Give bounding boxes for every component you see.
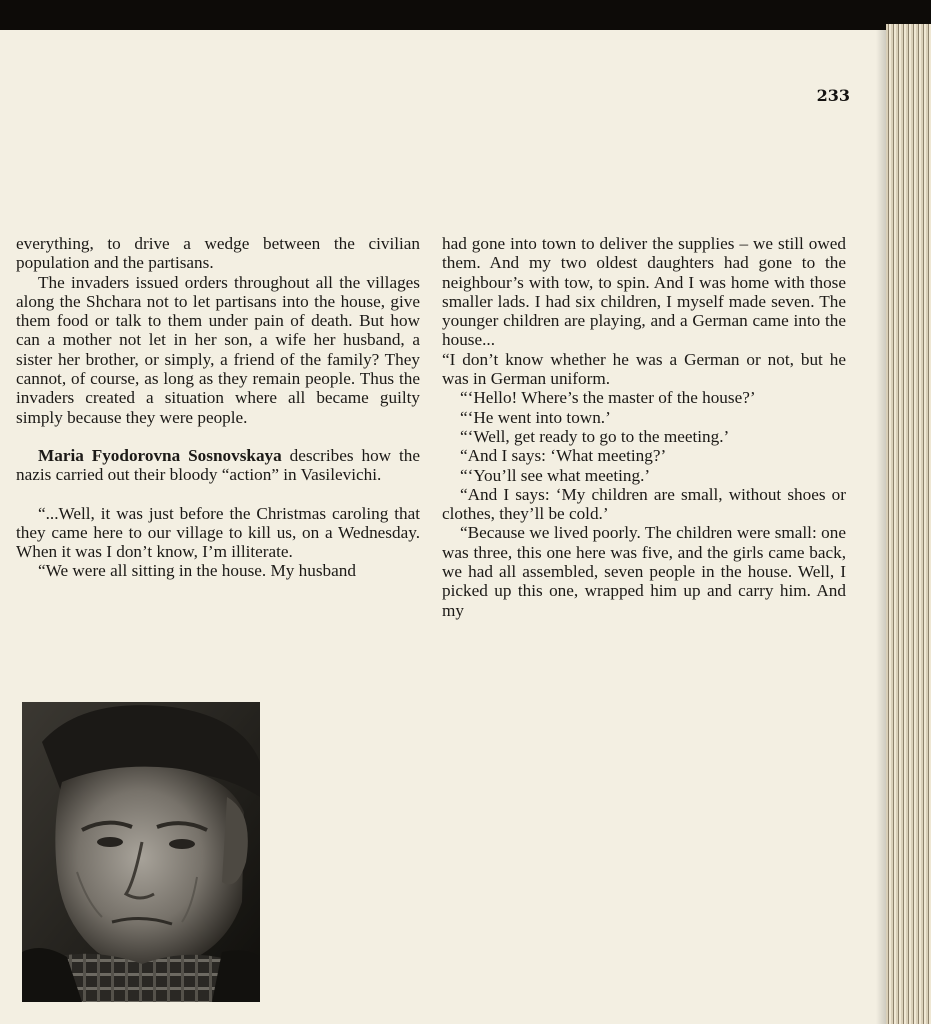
paragraph: “‘He went into town.’	[460, 407, 611, 427]
speaker-name: Maria Fyodorovna Sosnovskaya	[38, 445, 282, 465]
paragraph-gap	[16, 485, 420, 504]
paragraph: “‘Well, get ready to go to the meeting.’	[460, 426, 730, 446]
paragraph: “...Well, it was just before the Christmas caroling that they came here to our village to kill us, on a Wednesday. When it was I don’t know, I’m illiterate.	[16, 503, 420, 562]
left-column	[16, 234, 420, 581]
paragraph: had gone into town to deliver the supplies – we still owed them. And my two oldest daughters had gone to the neighbour’s with tow, to spin. And I was home with those smaller lads. I had six children, I myself made seven. The younger children are playing, and a German came into the house...	[442, 234, 846, 350]
right-column	[442, 234, 846, 620]
paragraph: everything, to drive a wedge between the civilian population and the partisans.	[16, 234, 420, 273]
intro-text: describes how the nazis carried out their bloody “action” in Vasilevichi.	[16, 445, 420, 485]
paragraph: “And I says: ‘What meeting?’	[460, 446, 667, 466]
paragraph: “Because we lived poorly. The children were small: one was three, this one here was five, and the girls came back, we had all assembled, seven people in the house. Well, I picked up this one, wrapped him up and carry him. And my	[442, 523, 846, 620]
page-number: 233	[816, 86, 850, 105]
paragraph: “We were all sitting in the house. My husband	[38, 561, 356, 581]
portrait-image	[22, 702, 260, 1002]
paragraph-intro	[16, 446, 420, 485]
paragraph-gap	[16, 427, 420, 446]
paragraph: The invaders issued orders throughout all the villages along the Shchara not to let partisans into the house, give them food or talk to them under pain of death. But how can a mother not let in her son, a wife her husband, a sister her brother, or simply, a friend of the family? They cannot, of course, as long as they remain people. Thus the invaders created a situation where all became guilty simply because they were people.	[16, 272, 420, 427]
page-stack-edge	[886, 24, 931, 1024]
portrait-photo	[22, 702, 260, 1002]
paragraph: “‘Hello! Where’s the master of the house?’	[460, 388, 756, 408]
paragraph: “I don’t know whether he was a German or not, but he was in German uniform.	[442, 349, 846, 389]
paragraph: “And I says: ‘My children are small, without shoes or clothes, they’ll be cold.’	[442, 484, 846, 524]
paragraph: “‘You’ll see what meeting.’	[460, 465, 651, 485]
